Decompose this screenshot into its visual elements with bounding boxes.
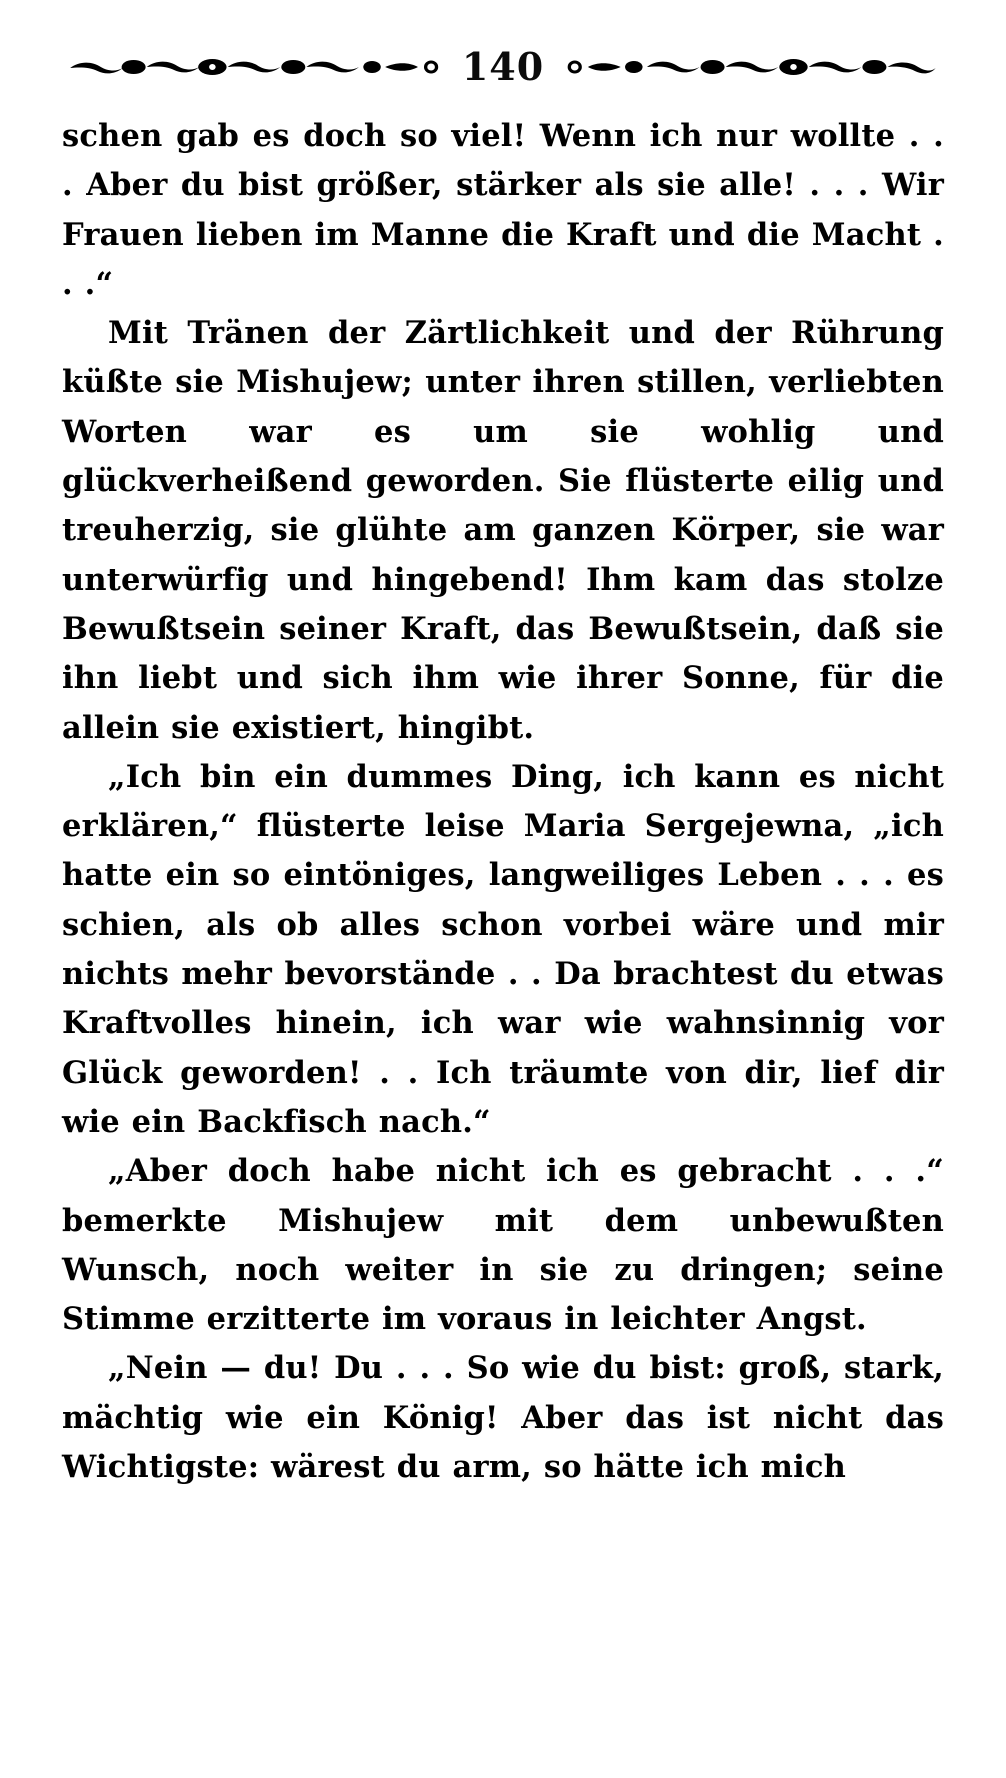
page-header — [68, 44, 938, 90]
page-number: 140 — [461, 44, 545, 89]
paragraph: Mit Tränen der Zärtlichkeit und der Rührung küßte sie Mishujew; unter ihren stillen, verliebten Worten war es um sie wohlig und glückverheißend geworden. Sie flüsterte eilig und treuherzig, sie glühte am ganzen Körper, sie war unterwürfig und hingebend! Ihm kam das stolze Bewußtsein seiner Kraft, das Bewußtsein, daß sie ihn liebt und sich ihm wie ihrer Sonne, für die allein sie existiert, hingibt. — [62, 315, 944, 746]
paragraph: „Nein — du! Du . . . So wie du bist: groß, stark, mächtig wie ein König! Aber das ist nicht das Wichtigste: wärest du arm, so hätte ich mich — [62, 1350, 944, 1486]
paragraph: „Aber doch habe nicht ich es gebracht . . .“ bemerkte Mishujew mit dem unbewußten Wunsch, noch weiter in sie zu dringen; seine Stimme erzitterte im voraus in leichter Angst. — [62, 1153, 944, 1338]
page-body — [62, 112, 944, 1492]
paragraph: „Ich bin ein dummes Ding, ich kann es nicht erklären,“ flüsterte leise Maria Sergejewna, „ich hatte ein so eintöniges, langweiliges Leben . . . es schien, als ob alles schon vorbei wäre und mir nichts mehr bevorstände . . Da brachtest du etwas Kraftvolles hinein, ich war wie wahnsinnig vor Glück geworden! . . Ich träumte von dir, lief dir wie ein Backfisch nach.“ — [62, 758, 944, 1140]
paragraph: schen gab es doch so viel! Wenn ich nur wollte . . . Aber du bist größer, stärker als sie alle! . . . Wir Frauen lieben im Manne die Kraft und die Macht . . .“ — [62, 118, 944, 302]
ornament-left-icon — [68, 52, 440, 82]
ornament-right-icon — [566, 52, 938, 82]
